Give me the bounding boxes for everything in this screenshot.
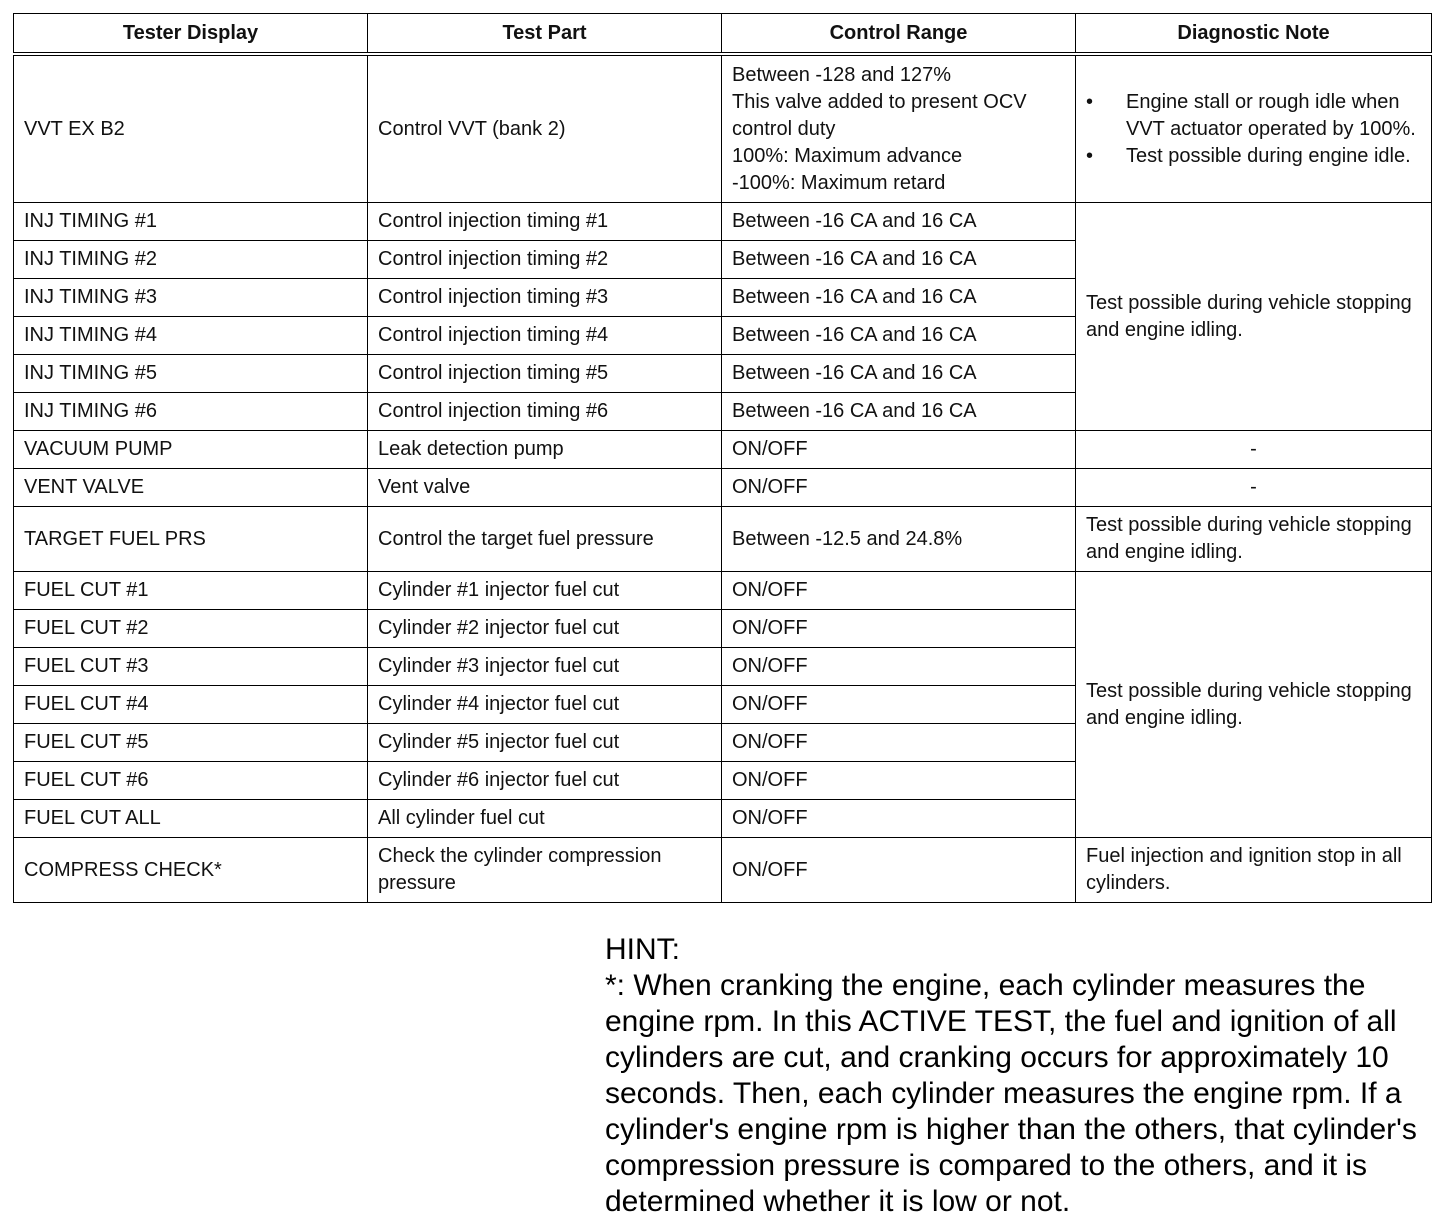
note-bullet-item [1086,143,1421,170]
note-bullet-list [1086,89,1421,170]
header-test-part: Test Part [368,14,722,55]
control-range-cell: ON/OFF [722,469,1076,507]
test-part-cell: Control VVT (bank 2) [368,54,722,203]
table-row [14,431,1432,469]
range-line: control duty [732,117,836,140]
bullet-icon: • [1086,144,1094,167]
active-test-table [13,13,1432,903]
diagnostic-note-cell: - [1076,431,1432,469]
control-range-cell: Between -16 CA and 16 CA [722,317,1076,355]
control-range-cell [722,54,1076,203]
control-range-cell: ON/OFF [722,762,1076,800]
tester-display-cell: TARGET FUEL PRS [14,507,368,572]
tester-display-cell: FUEL CUT #1 [14,572,368,610]
tester-display-cell: FUEL CUT #5 [14,724,368,762]
tester-display-cell: FUEL CUT #4 [14,686,368,724]
note-text: Engine stall or rough idle when VVT actuator operated by 100%. [1126,90,1416,140]
test-part-cell: Vent valve [368,469,722,507]
hint-section [605,932,1435,1220]
test-part-cell: All cylinder fuel cut [368,800,722,838]
diagnostic-note-cell: - [1076,469,1432,507]
tester-display-cell: FUEL CUT #2 [14,610,368,648]
test-part-cell: Leak detection pump [368,431,722,469]
tester-display-cell: INJ TIMING #3 [14,279,368,317]
test-part-cell: Control injection timing #3 [368,279,722,317]
header-control-range: Control Range [722,14,1076,55]
tester-display-cell: FUEL CUT ALL [14,800,368,838]
test-part-cell: Cylinder #4 injector fuel cut [368,686,722,724]
control-range-cell: ON/OFF [722,610,1076,648]
diagnostic-note-cell: Fuel injection and ignition stop in all cylinders. [1076,838,1432,903]
tester-display-cell: VVT EX B2 [14,54,368,203]
tester-display-cell: INJ TIMING #4 [14,317,368,355]
table-header-row [14,14,1432,55]
range-line: 100%: Maximum advance [732,144,963,167]
test-part-cell: Control injection timing #4 [368,317,722,355]
table-row [14,507,1432,572]
control-range-cell: ON/OFF [722,648,1076,686]
note-text: Test possible during engine idle. [1126,144,1411,167]
control-range-cell: ON/OFF [722,431,1076,469]
test-part-cell: Control the target fuel pressure [368,507,722,572]
test-part-cell: Cylinder #2 injector fuel cut [368,610,722,648]
control-range-cell: ON/OFF [722,572,1076,610]
tester-display-cell: INJ TIMING #2 [14,241,368,279]
table-row [14,203,1432,241]
table-row [14,572,1432,610]
control-range-cell: ON/OFF [722,686,1076,724]
diagnostic-note-cell: Test possible during vehicle stopping and engine idling. [1076,203,1432,431]
tester-display-cell: VENT VALVE [14,469,368,507]
control-range-cell: Between -16 CA and 16 CA [722,355,1076,393]
test-part-cell: Cylinder #1 injector fuel cut [368,572,722,610]
control-range-cell: Between -16 CA and 16 CA [722,241,1076,279]
hint-body: *: When cranking the engine, each cylinder measures the engine rpm. In this ACTIVE TEST, the fuel and ignition of all cylinders are cut, and cranking occurs for approximately 10 seconds. Then, each cylinder measures the engine rpm. If a cylinder's engine rpm is higher than the others, that cylinder's compression pressure is compared to the others, and it is determined whether it is low or not. [605,969,1417,1218]
tester-display-cell: INJ TIMING #6 [14,393,368,431]
tester-display-cell: INJ TIMING #1 [14,203,368,241]
table-row [14,469,1432,507]
bullet-icon: • [1086,90,1094,113]
test-part-cell: Control injection timing #6 [368,393,722,431]
table-row [14,838,1432,903]
tester-display-cell: FUEL CUT #6 [14,762,368,800]
control-range-cell: ON/OFF [722,800,1076,838]
test-part-cell: Cylinder #6 injector fuel cut [368,762,722,800]
diagnostic-note-cell [1076,54,1432,203]
tester-display-cell: VACUUM PUMP [14,431,368,469]
range-line: Between -128 and 127% [732,63,952,86]
diagnostic-note-cell: Test possible during vehicle stopping and engine idling. [1076,507,1432,572]
table-row [14,54,1432,203]
control-range-cell: ON/OFF [722,724,1076,762]
range-line: -100%: Maximum retard [732,171,946,194]
note-bullet-item [1086,89,1421,143]
test-part-cell: Control injection timing #2 [368,241,722,279]
test-part-cell: Control injection timing #1 [368,203,722,241]
test-part-cell: Cylinder #3 injector fuel cut [368,648,722,686]
range-line: This valve added to present OCV [732,90,1027,113]
test-part-cell: Cylinder #5 injector fuel cut [368,724,722,762]
control-range-cell: Between -16 CA and 16 CA [722,279,1076,317]
diagnostic-note-cell: Test possible during vehicle stopping and engine idling. [1076,572,1432,838]
control-range-cell: Between -16 CA and 16 CA [722,203,1076,241]
header-diagnostic-note: Diagnostic Note [1076,14,1432,55]
tester-display-cell: INJ TIMING #5 [14,355,368,393]
control-range-cell: ON/OFF [722,838,1076,903]
control-range-cell: Between -16 CA and 16 CA [722,393,1076,431]
tester-display-cell: COMPRESS CHECK* [14,838,368,903]
test-part-cell: Check the cylinder compression pressure [368,838,722,903]
test-part-cell: Control injection timing #5 [368,355,722,393]
tester-display-cell: FUEL CUT #3 [14,648,368,686]
header-tester-display: Tester Display [14,14,368,55]
hint-title: HINT: [605,933,680,966]
control-range-cell: Between -12.5 and 24.8% [722,507,1076,572]
